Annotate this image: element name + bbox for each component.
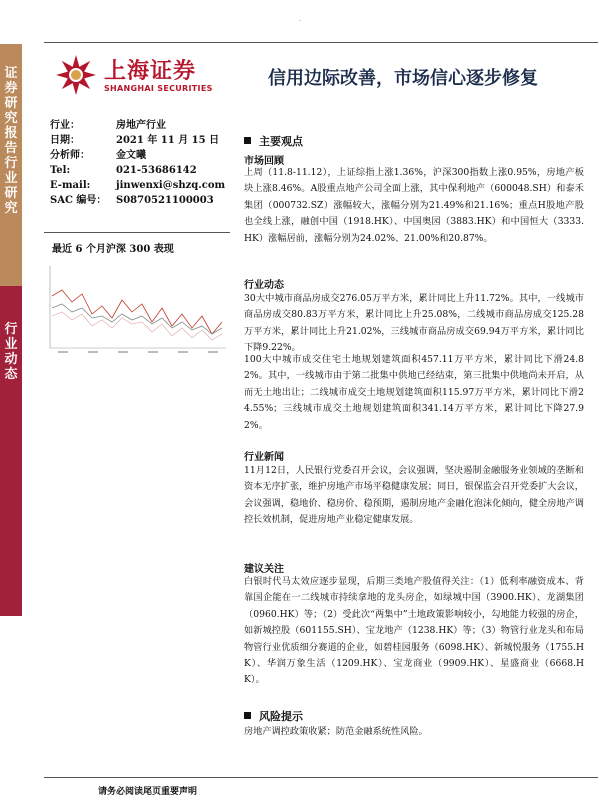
meta-row: [50, 163, 225, 178]
section-risk: [244, 708, 303, 724]
meta-value: 金文曦: [116, 150, 146, 161]
meta-key: Tel:: [50, 165, 71, 176]
report-meta: [50, 118, 225, 208]
subhead-industry-news: 行业新闻: [244, 452, 284, 463]
subhead-suggestions: 建议关注: [244, 564, 284, 575]
paragraph-risk: 房地产调控政策收紧；防范金融系统性风险。: [244, 726, 428, 737]
top-dot: ·: [299, 18, 301, 25]
section-title: 风险提示: [259, 710, 303, 723]
report-title: 信用边际改善，市场信心逐步修复: [268, 68, 538, 89]
brand-name-cn: 上海证券: [104, 59, 197, 84]
meta-row: [50, 118, 225, 133]
meta-value: 021-53686142: [116, 165, 197, 176]
sidebar-report-category: 行业动态: [4, 322, 18, 382]
meta-value: 房地产行业: [116, 120, 166, 131]
meta-value: S0870521100003: [116, 195, 214, 206]
section-key-points: [244, 133, 303, 149]
meta-value: 2021 年 11 月 15 日: [116, 135, 220, 146]
section-title: 主要观点: [259, 135, 303, 148]
footer-disclaimer: 请务必阅读尾页重要声明: [98, 787, 198, 797]
meta-value: jinwenxi@shzq.com: [116, 180, 226, 191]
meta-key: 行业：: [50, 120, 80, 131]
meta-row: [50, 148, 225, 163]
meta-row: [50, 133, 225, 148]
performance-chart-image: [44, 256, 232, 364]
subhead-market-review: 市场回顾: [244, 156, 284, 167]
paragraph-market-review: 上周（11.8-11.12），上证综指上涨1.36%，沪深300指数上涨0.95%，房地产板块上涨8.46%。A股重点地产公司全面上涨，其中保利地产（600048.SH）和泰禾集团（000732.SZ）涨幅较大，涨幅分别为21.49%和21.16%；重点H股地产股也全线上涨，融创中国（1918.HK）、中国奥园（3883.HK）和中国恒大（3333.HK）涨幅居前，涨幅分别为24.02%、21.00%和20.87%。: [244, 167, 584, 244]
section-square-icon: [244, 712, 251, 719]
meta-key: E-mail:: [50, 180, 91, 191]
meta-divider: [44, 232, 230, 233]
meta-row: [50, 178, 225, 193]
meta-key: 日期：: [50, 135, 80, 146]
chart-title: 最近 6 个月沪深 300 表现: [52, 244, 174, 255]
meta-key: 分析师：: [50, 150, 90, 161]
paragraph-sales: 30大中城市商品房成交276.05万平方米，累计同比上升11.72%。其中，一线城市商品房成交80.83万平方米，累计同比上升25.08%，二线城市商品房成交125.28万平方米，累计同比上升21.02%，三线城市商品房成交69.94万平方米，累计同比下降9.22%。: [244, 293, 584, 354]
sidebar-report-type: 证券研究报告 行业研究: [4, 66, 18, 216]
section-square-icon: [244, 137, 251, 144]
brand-name-en: SHANGHAI SECURITIES: [104, 84, 213, 93]
shanghai-securities-logo-icon: [53, 52, 99, 98]
header-divider: [44, 42, 598, 43]
paragraph-suggestions: 白银时代马太效应逐步显现，后期三类地产股值得关注：（1）低利率融资成本、背靠国企能在一二线城市持续拿地的龙头房企，如绿城中国（3900.HK）、龙湖集团（0960.HK）等；（2）受此次“两集中”土地政策影响较小，勾地能力较强的房企，如新城控股（601155.SH）、宝龙地产（1238.HK）等；（3）物管行业龙头和布局物管行业优质细分赛道的企业，如碧桂园服务（6098.HK）、新城悦服务（1755.HK）、华润万象生活（1209.HK）、宝龙商业（9909.HK）、星盛商业（6668.HK）。: [244, 576, 584, 686]
paragraph-land: 100大中城市成交住宅土地规划建筑面积457.11万平方米，累计同比下滑24.82%。其中，一线城市由于第二批集中供地已经结束，第三批集中供地尚未开启，从而无土地出让；二线城市成交土地规划建筑面积115.97万平方米，累计同比下滑24.55%；三线城市成交土地规划建筑面积341.14万平方米，累计同比下降27.92%。: [244, 354, 584, 431]
paragraph-industry-news: 11月12日，人民银行党委召开会议，会议强调，坚决遏制金融服务业领域的垄断和资本无序扩张，维护房地产市场平稳健康发展；同日，银保监会召开党委扩大会议，会议强调，稳地价、稳房价、稳预期，遏制房地产金融化泡沫化倾向，健全房地产调控长效机制，促进房地产业稳定健康发展。: [244, 465, 584, 526]
meta-row: [50, 193, 225, 208]
meta-key: SAC 编号：: [50, 195, 107, 206]
subhead-industry-dynamics: 行业动态: [244, 280, 284, 291]
footer-divider: [44, 777, 598, 778]
